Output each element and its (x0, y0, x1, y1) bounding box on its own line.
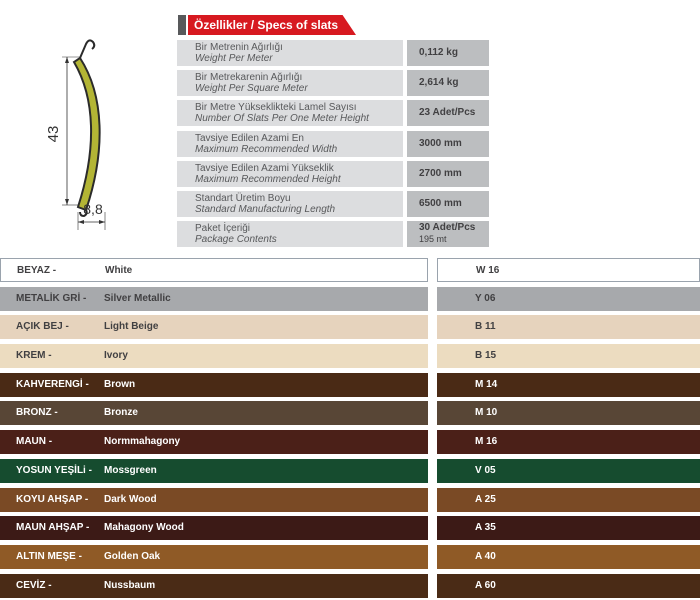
color-code-swatch (437, 373, 700, 397)
color-name-tr: BEYAZ - (17, 265, 57, 276)
spec-value-text: 30 Adet/Pcs (419, 222, 476, 233)
slat-profile-svg (0, 0, 170, 240)
color-code: Y 06 (475, 293, 496, 304)
color-name-en: White (105, 265, 133, 276)
spec-value (407, 70, 489, 96)
color-name-swatch (0, 258, 428, 282)
spec-label-tr: Bir Metrenin Ağırlığı (195, 42, 283, 53)
color-code: A 35 (475, 522, 496, 533)
spec-row-manufacturing-length (177, 191, 489, 217)
slat-profile-shape (74, 58, 100, 210)
color-code: B 11 (475, 321, 496, 332)
spec-label (177, 100, 403, 126)
spec-row-package-contents (177, 221, 489, 247)
specs-title: Özellikler / Specs of slats (194, 18, 339, 32)
spec-value (407, 161, 489, 187)
color-code-swatch (437, 287, 700, 311)
color-name-tr: CEVİZ - (16, 580, 52, 591)
spec-row-weight-per-meter (177, 40, 489, 66)
spec-row-max-width (177, 131, 489, 157)
color-name-tr: METALİK GRİ - (16, 293, 87, 304)
spec-value-text: 2700 mm (419, 168, 462, 179)
spec-label-en: Maximum Recommended Height (195, 174, 341, 185)
color-name-swatch (0, 574, 428, 598)
spec-label-tr: Tavsiye Edilen Azami En (195, 133, 304, 144)
color-name-en: Dark Wood (104, 494, 157, 505)
slat-hook-top (80, 40, 94, 58)
color-code: A 25 (475, 494, 496, 505)
color-name-swatch (0, 430, 428, 454)
color-row-nussbaum (0, 574, 700, 598)
color-name-en: Bronze (104, 407, 138, 418)
spec-value-text: 3000 mm (419, 138, 462, 149)
slat-profile-drawing (0, 0, 170, 240)
spec-label-en: Weight Per Meter (195, 53, 273, 64)
color-row-white (0, 258, 700, 282)
color-name-en: Light Beige (104, 321, 159, 332)
color-code: A 60 (475, 580, 496, 591)
color-code-swatch (437, 545, 700, 569)
color-name-swatch (0, 545, 428, 569)
color-name-en: Normmahagony (104, 436, 181, 447)
color-row-golden-oak (0, 545, 700, 569)
color-name-en: Mossgreen (104, 465, 157, 476)
spec-row-weight-per-square-meter (177, 70, 489, 96)
color-name-en: Brown (104, 379, 136, 390)
color-row-ivory (0, 344, 700, 368)
color-code-swatch (437, 430, 700, 454)
spec-label (177, 40, 403, 66)
width-label: 8,8 (83, 201, 103, 217)
spec-label-en: Number Of Slats Per One Meter Height (195, 113, 369, 124)
spec-label-en: Package Contents (195, 234, 277, 245)
specs-header (178, 15, 356, 35)
color-code-swatch (437, 401, 700, 425)
spec-label-tr: Tavsiye Edilen Azami Yükseklik (195, 163, 334, 174)
spec-value-text: 0,112 kg (419, 47, 458, 58)
spec-label (177, 221, 403, 247)
color-code: W 16 (476, 265, 500, 276)
spec-label (177, 161, 403, 187)
specs-header-tab (178, 15, 186, 35)
color-code: V 05 (475, 465, 496, 476)
color-code-swatch (437, 258, 700, 282)
spec-value-text: 6500 mm (419, 198, 462, 209)
color-code-swatch (437, 574, 700, 598)
spec-label-tr: Paket İçeriği (195, 223, 251, 234)
color-name-en: Mahagony Wood (104, 522, 184, 533)
spec-label-en: Maximum Recommended Width (195, 144, 338, 155)
color-name-tr: ALTIN MEŞE - (16, 551, 82, 562)
spec-value (407, 100, 489, 126)
spec-label-en: Weight Per Square Meter (195, 83, 308, 94)
color-name-en: Ivory (104, 350, 128, 361)
color-code-swatch (437, 488, 700, 512)
spec-value-subtext: 195 mt (419, 234, 447, 244)
spec-value (407, 40, 489, 66)
color-code: M 16 (475, 436, 498, 447)
spec-label (177, 70, 403, 96)
spec-label-en: Standard Manufacturing Length (195, 204, 336, 215)
color-name-en: Golden Oak (104, 551, 161, 562)
color-name-tr: MAUN - (16, 436, 53, 447)
color-name-swatch (0, 488, 428, 512)
color-name-swatch (0, 516, 428, 540)
color-name-tr: KOYU AHŞAP - (16, 494, 89, 505)
color-row-light-beige (0, 315, 700, 339)
height-label: 43 (45, 125, 62, 143)
spec-label-tr: Standart Üretim Boyu (195, 193, 291, 204)
color-row-mossgreen (0, 459, 700, 483)
color-code-swatch (437, 344, 700, 368)
spec-label (177, 131, 403, 157)
color-code-swatch (437, 315, 700, 339)
color-name-swatch (0, 287, 428, 311)
color-name-swatch (0, 401, 428, 425)
color-name-tr: MAUN AHŞAP - (16, 522, 90, 533)
color-name-tr: KAHVERENGİ - (16, 379, 89, 390)
color-code: B 15 (475, 350, 497, 361)
color-name-tr: KREM - (16, 350, 52, 361)
color-name-tr: AÇIK BEJ - (16, 321, 69, 332)
color-row-dark-wood (0, 488, 700, 512)
color-name-en: Silver Metallic (104, 293, 171, 304)
color-name-swatch (0, 373, 428, 397)
color-code: A 40 (475, 551, 496, 562)
color-code-swatch (437, 516, 700, 540)
spec-label-tr: Bir Metre Yükseklikteki Lamel Sayısı (195, 102, 357, 113)
color-name-swatch (0, 315, 428, 339)
spec-value (407, 131, 489, 157)
spec-value-text: 2,614 kg (419, 77, 459, 88)
spec-value-text: 23 Adet/Pcs (419, 107, 476, 118)
color-row-mahagony-wood (0, 516, 700, 540)
color-name-tr: YOSUN YEŞİLi - (16, 465, 92, 476)
color-name-en: Nussbaum (104, 580, 156, 591)
color-name-swatch (0, 459, 428, 483)
color-code-swatch (437, 459, 700, 483)
spec-label-tr: Bir Metrekarenin Ağırlığı (195, 72, 303, 83)
spec-row-max-height (177, 161, 489, 187)
spec-label (177, 191, 403, 217)
color-code: M 10 (475, 407, 498, 418)
color-row-normmahagony (0, 430, 700, 454)
color-row-brown (0, 373, 700, 397)
color-row-bronze (0, 401, 700, 425)
spec-row-slats-per-meter (177, 100, 489, 126)
color-name-swatch (0, 344, 428, 368)
spec-value (407, 221, 489, 247)
spec-value (407, 191, 489, 217)
color-row-silver-metallic (0, 287, 700, 311)
color-name-tr: BRONZ - (16, 407, 58, 418)
color-code: M 14 (475, 379, 498, 390)
